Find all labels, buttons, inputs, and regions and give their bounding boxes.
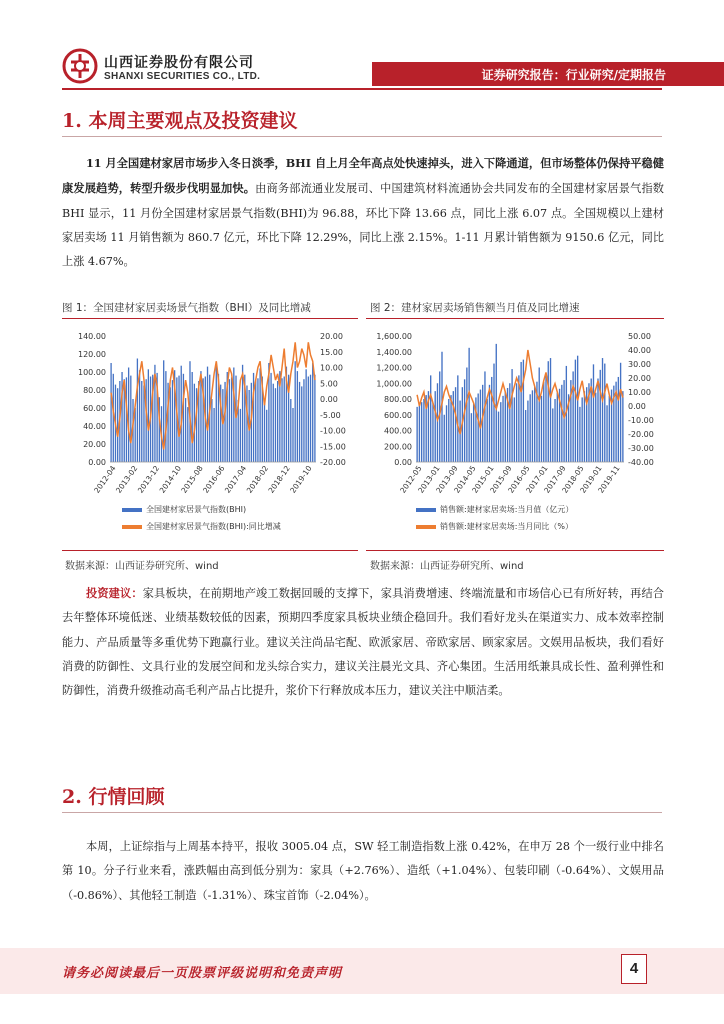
data-bar: [211, 399, 212, 462]
page-number: 4: [621, 954, 647, 984]
data-bar: [597, 379, 598, 462]
right-axis-tick-label: 20.00: [320, 332, 343, 341]
figure-1-source: 数据来源：山西证券研究所、wind: [65, 561, 219, 572]
data-bar: [602, 358, 603, 462]
data-bar: [545, 374, 546, 462]
x-axis-tick-label: 2012-04: [92, 463, 118, 495]
data-bar: [141, 381, 142, 462]
right-axis-tick-label: 15.00: [320, 347, 343, 357]
data-bar: [514, 397, 515, 462]
data-bar: [563, 380, 564, 462]
data-bar: [455, 387, 456, 462]
data-bar: [110, 363, 111, 462]
data-bar: [314, 375, 315, 462]
left-axis-tick-label: 120.00: [78, 350, 106, 359]
legend-line-swatch: [416, 525, 436, 529]
right-axis-tick-label: 20.00: [628, 374, 651, 383]
right-axis-tick-label: 0.00: [320, 395, 338, 404]
data-bar: [200, 371, 201, 462]
legend-line-swatch: [122, 525, 142, 529]
data-bar: [550, 358, 551, 462]
section-2-rule: [62, 812, 662, 813]
data-bar: [183, 374, 184, 462]
data-bar: [505, 392, 506, 462]
left-axis-tick-label: 20.00: [83, 440, 106, 449]
data-bar: [257, 378, 258, 462]
x-axis-tick-label: 2015-09: [488, 463, 514, 495]
data-bar: [539, 368, 540, 463]
legend-line-label: 全国建材家居景气指数(BHI):同比增减: [146, 522, 281, 531]
section-1-title: 1. 本周主要观点及投资建议: [62, 110, 298, 132]
right-axis-tick-label: 10.00: [320, 363, 343, 373]
data-bar: [284, 377, 285, 463]
data-bar: [493, 364, 494, 462]
right-axis-tick-label: 30.00: [628, 360, 651, 369]
data-bar: [301, 386, 302, 462]
left-axis-tick-label: 100.00: [78, 368, 106, 377]
figure-2-title: 图 2：建材家居卖场销售额当月值及同比增速: [370, 302, 580, 314]
data-bar: [498, 412, 499, 462]
header-divider: [62, 88, 662, 90]
data-bar: [468, 348, 469, 462]
data-bar: [595, 393, 596, 462]
data-bar: [600, 370, 601, 462]
x-axis-tick-label: 2014-10: [157, 463, 183, 495]
data-bar: [233, 368, 234, 463]
data-bar: [586, 387, 587, 462]
data-bar: [185, 398, 186, 462]
legend-bar-label: 全国建材家居景气指数(BHI): [146, 505, 247, 514]
data-bar: [444, 415, 445, 462]
x-axis-tick-label: 2018-12: [266, 463, 292, 495]
data-bar: [259, 368, 260, 462]
data-bar: [527, 401, 528, 462]
data-bar: [511, 369, 512, 462]
x-axis-tick-label: 2019-01: [578, 463, 604, 495]
x-axis-tick-label: 2019-11: [596, 463, 622, 495]
data-bar: [264, 401, 265, 462]
data-bar: [489, 385, 490, 462]
report-type-banner: [372, 62, 724, 86]
data-bar: [170, 387, 171, 462]
data-bar: [277, 381, 278, 462]
data-bar: [581, 397, 582, 462]
data-bar: [561, 385, 562, 462]
company-name-en: SHANXI SECURITIES CO., LTD.: [104, 71, 261, 82]
x-axis-tick-label: 2016-06: [201, 463, 227, 495]
right-axis-tick-label: -20.00: [628, 430, 654, 439]
data-bar: [516, 383, 517, 462]
data-bar: [471, 413, 472, 462]
right-axis-tick-label: -40.00: [628, 458, 654, 467]
data-bar: [178, 376, 179, 462]
data-bar: [437, 383, 438, 462]
left-axis-tick-label: 1,600.00: [376, 332, 412, 341]
data-bar: [281, 378, 282, 462]
figure-1-chart: [62, 322, 358, 548]
x-axis-tick-label: 2018-02: [244, 463, 271, 495]
data-bar: [518, 375, 519, 462]
data-bar: [423, 399, 424, 462]
data-bar: [416, 407, 417, 462]
x-axis-tick-label: 2016-05: [506, 463, 532, 495]
right-axis-tick-label: 40.00: [628, 346, 651, 355]
x-axis-tick-label: 2015-08: [179, 463, 205, 495]
x-axis-tick-label: 2015-01: [470, 463, 496, 495]
data-bar: [432, 403, 433, 462]
investment-advice-label: 投资建议：: [86, 586, 143, 600]
data-bar: [622, 391, 623, 462]
company-logo-icon: [62, 48, 98, 84]
investment-advice-text: 家具板块，在前期地产竣工数据回暖的支撑下，家具消费增速、终端流量和市场信心已有所好转，再结合去年整体环境低迷、业绩基数较低的因素，预期四季度家具板块业绩企稳回升。我们看好龙头在渠道实力、成本效率控制能力、产品质量等多重优势下跑赢行业。建议关注尚品宅配、欧派家居、帝欧家居、顾家家居。文娱用品板块，我们看好消费的防御性、文具行业的发展空间和龙头综合实力，建议关注晨光文具、齐心集团。生活用纸兼具成长性、盈利弹性和防御性，消费升级推动高毛利产品占比提升，浆价下行释放成本压力，建议关注中顺洁柔。: [62, 587, 664, 698]
investment-advice-paragraph: [62, 581, 664, 703]
data-bar: [448, 399, 449, 462]
company-name-cn: 山西证券股份有限公司: [104, 55, 254, 71]
right-axis-tick-label: -5.00: [320, 410, 341, 420]
legend-bar-label: 销售额:建材家居卖场:当月值（亿元）: [440, 505, 574, 514]
data-bar: [275, 388, 276, 462]
legend-line-label: 销售额:建材家居卖场:当月同比（%）: [440, 522, 573, 531]
data-bar: [419, 405, 420, 462]
data-bar: [421, 402, 422, 462]
left-axis-tick-label: 1,200.00: [376, 363, 412, 373]
legend-bar-swatch: [122, 508, 142, 512]
data-bar: [609, 396, 610, 462]
data-bar: [557, 393, 558, 462]
data-bar: [117, 388, 118, 462]
data-bar: [548, 361, 549, 462]
data-bar: [575, 360, 576, 462]
figure-2-chart: [366, 322, 664, 548]
data-bar: [466, 368, 467, 463]
figure-1-source-rule: [62, 550, 358, 551]
x-axis-tick-label: 2017-01: [524, 463, 550, 495]
left-axis-tick-label: 0.00: [394, 458, 412, 467]
section-1-rule: [62, 136, 662, 137]
left-axis-tick-label: 1,400.00: [376, 347, 412, 357]
left-axis-tick-label: 60.00: [83, 404, 106, 413]
section-1-lead: 11 月全国建材家居市场步入冬日淡季，BHI 自上月全年高点处快速掉头，进入下降通道，但市场整体仍保持平稳健康发展趋势，转型升级步伐明显加快。: [62, 156, 664, 196]
data-bar: [148, 369, 149, 462]
data-bar: [240, 409, 241, 462]
x-axis-tick-label: 2013-02: [114, 463, 140, 495]
data-bar: [187, 407, 188, 462]
data-bar: [121, 372, 122, 462]
data-bar: [266, 410, 267, 462]
data-bar: [312, 363, 313, 462]
data-bar: [520, 362, 521, 462]
right-axis-tick-label: -20.00: [320, 458, 346, 467]
data-bar: [525, 410, 526, 462]
data-bar: [297, 371, 298, 462]
right-axis-tick-label: 10.00: [628, 388, 651, 397]
left-axis-tick-label: 200.00: [384, 442, 412, 452]
data-bar: [534, 386, 535, 462]
left-axis-tick-label: 400.00: [384, 426, 412, 436]
section-2-title: 2. 行情回顾: [62, 786, 165, 808]
data-bar: [213, 408, 214, 462]
left-axis-tick-label: 80.00: [83, 386, 106, 395]
figure-2-source-rule: [366, 550, 664, 551]
data-bar: [482, 385, 483, 462]
x-axis-tick-label: 2019-10: [288, 463, 314, 495]
data-line: [417, 350, 623, 434]
section-1-body: 由商务部流通业发展司、中国建筑材料流通协会共同发布的全国建材家居景气指数 BHI 显示，11 月份全国建材家居景气指数(BHI)为 96.88，环比下降 13.66 点，同比上涨 6.07 点。全国规模以上建材家居卖场 11 月销售额为 860.7 亿元，环比下降 12.29%，同比上涨 2.15%。1-11 月累计销售额为 9150.6 亿元，同比上涨 4.67%。: [62, 182, 664, 269]
data-bar: [541, 396, 542, 462]
section-2-paragraph: 本周，上证综指与上周基本持平，报收 3005.04 点，SW 轻工制造指数上涨 0.42%，在申万 28 个一级行业中排名第 10。分子行业来看，涨跌幅由高到低分别为：家具（+2.76%）、造纸（+1.04%）、包装印刷（-0.64%）、文娱用品（-0.86%）、其他轻工制造（-1.31%）、珠宝首饰（-2.04%）。: [62, 840, 664, 902]
x-axis-tick-label: 2014-05: [452, 463, 478, 495]
data-bar: [577, 356, 578, 462]
footer-disclaimer: 请务必阅读最后一页股票评级说明和免责声明: [62, 966, 343, 981]
data-bar: [543, 382, 544, 462]
right-axis-tick-label: -10.00: [628, 416, 654, 425]
data-bar: [464, 379, 465, 462]
data-bar: [604, 364, 605, 462]
x-axis-tick-label: 2013-09: [434, 463, 460, 495]
data-bar: [303, 379, 304, 462]
data-bar: [446, 405, 447, 462]
left-axis-tick-label: 40.00: [83, 422, 106, 431]
data-bar: [473, 403, 474, 462]
data-bar: [207, 367, 208, 462]
left-axis-tick-label: 0.00: [88, 458, 106, 467]
data-bar: [308, 377, 309, 463]
data-bar: [532, 390, 533, 462]
data-bar: [529, 394, 530, 462]
data-bar: [216, 363, 217, 462]
data-bar: [231, 377, 232, 462]
data-bar: [246, 386, 247, 463]
data-bar: [135, 408, 136, 462]
right-axis-tick-label: 50.00: [628, 332, 651, 341]
report-type: 证券研究报告：行业研究/定期报告: [481, 68, 666, 82]
right-axis-tick-label: 0.00: [628, 402, 646, 411]
data-bar: [496, 344, 497, 462]
data-bar: [139, 370, 140, 462]
right-axis-tick-label: -10.00: [320, 426, 346, 436]
right-axis-tick-label: 5.00: [320, 379, 338, 389]
figure-2-source: 数据来源：山西证券研究所、wind: [370, 561, 524, 572]
data-bar: [500, 402, 501, 462]
data-bar: [430, 375, 431, 462]
data-bar: [290, 399, 291, 462]
data-bar: [130, 376, 131, 462]
left-axis-tick-label: 140.00: [78, 332, 106, 341]
left-axis-tick-label: 800.00: [384, 395, 412, 404]
data-bar: [270, 373, 271, 462]
data-bar: [552, 408, 553, 462]
data-bar: [487, 399, 488, 462]
data-bar: [509, 383, 510, 462]
x-axis-tick-label: 2012-05: [398, 463, 424, 495]
data-bar: [273, 384, 274, 462]
data-bar: [299, 382, 300, 462]
figure-1-rule: [62, 318, 358, 319]
data-bar: [295, 361, 296, 462]
x-axis-tick-label: 2017-09: [542, 463, 568, 495]
data-bar: [172, 380, 173, 462]
data-bar: [229, 379, 230, 462]
data-bar: [453, 391, 454, 462]
data-bar: [554, 399, 555, 462]
data-bar: [477, 393, 478, 462]
data-bar: [502, 396, 503, 462]
data-bar: [222, 389, 223, 462]
right-axis-tick-label: -30.00: [628, 444, 654, 453]
data-bar: [593, 364, 594, 462]
data-bar: [255, 380, 256, 462]
data-bar: [491, 377, 492, 462]
data-bar: [450, 395, 451, 462]
data-bar: [435, 391, 436, 462]
data-bar: [224, 382, 225, 462]
data-bar: [192, 372, 193, 462]
figure-1-title: 图 1：全国建材家居卖场景气指数（BHI）及同比增减: [62, 302, 311, 314]
data-bar: [579, 407, 580, 462]
data-bar: [584, 391, 585, 462]
data-bar: [457, 375, 458, 462]
data-bar: [618, 377, 619, 462]
right-axis-tick-label: -15.00: [320, 442, 346, 452]
data-bar: [165, 371, 166, 462]
data-bar: [137, 359, 138, 463]
legend-bar-swatch: [416, 508, 436, 512]
x-axis-tick-label: 2017-04: [222, 463, 249, 495]
data-bar: [126, 377, 127, 462]
data-bar: [620, 363, 621, 462]
section-1-paragraph: [62, 151, 664, 274]
x-axis-tick-label: 2013-01: [416, 463, 442, 495]
x-axis-tick-label: 2018-05: [560, 463, 586, 495]
figure-2-rule: [366, 318, 664, 319]
data-bar: [606, 405, 607, 462]
data-bar: [310, 375, 311, 462]
data-bar: [235, 376, 236, 462]
data-bar: [305, 369, 306, 462]
left-axis-tick-label: 1,000.00: [376, 379, 412, 389]
left-axis-tick-label: 600.00: [384, 410, 412, 420]
data-bar: [128, 368, 129, 463]
x-axis-tick-label: 2013-12: [135, 463, 162, 495]
data-bar: [292, 408, 293, 462]
data-bar: [484, 371, 485, 462]
